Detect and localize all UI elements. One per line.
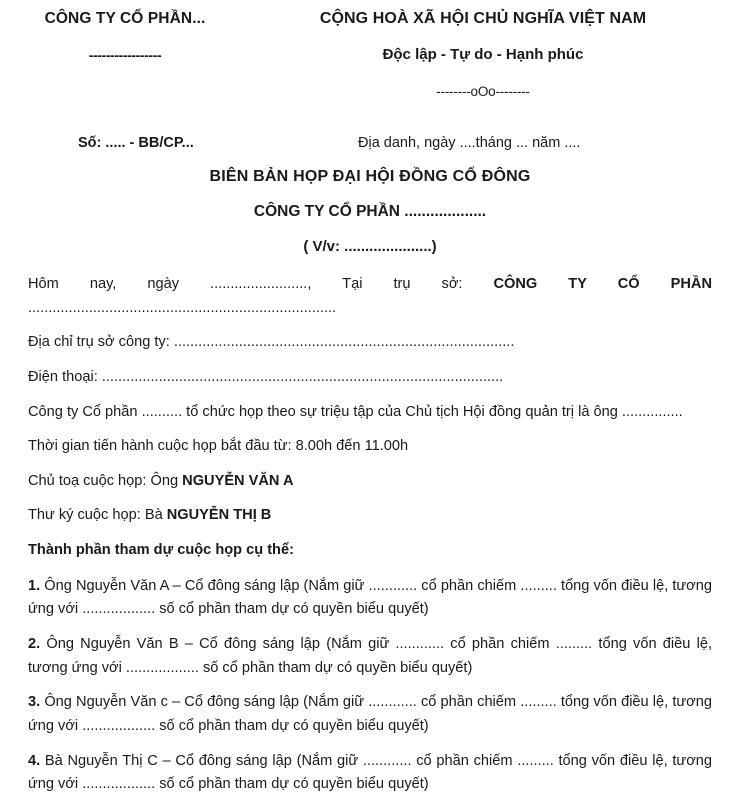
- national-title: CỘNG HOÀ XÃ HỘI CHỦ NGHĨA VIỆT NAM: [319, 10, 647, 27]
- paragraph-convene: Công ty Cổ phần .......... tổ chức họp theo sự triệu tập của Chủ tịch Hội đồng quản trị là ông ...............: [28, 403, 683, 420]
- ooo-separator: --------oOo--------: [436, 84, 530, 99]
- attendee-item: [28, 575, 712, 622]
- document-body: [0, 273, 740, 797]
- document-subtitle-company: CÔNG TY CỔ PHẦN ...................: [253, 203, 487, 220]
- document-title-block: [0, 168, 740, 255]
- paragraph-chairperson: [28, 470, 712, 494]
- document-subject-line: ( V/v: .....................): [303, 238, 437, 255]
- attendee-item: [28, 633, 712, 680]
- national-motto: Độc lập - Tự do - Hạnh phúc: [382, 46, 584, 63]
- header-right-block: [250, 10, 740, 99]
- attendee-item: [28, 750, 712, 797]
- attendee-number: 4.: [28, 752, 41, 769]
- today-prefix-text: Hôm nay, ngày ........................, Tại trụ sở:: [28, 276, 494, 292]
- today-suffix-dots: ............................................................................: [28, 299, 337, 316]
- company-name-underline: -----------------: [88, 47, 162, 63]
- header-left-block: [0, 10, 250, 63]
- paragraph-meeting-time: Thời gian tiến hành cuộc họp bắt đầu từ: 8.00h đến 11.00h: [28, 438, 409, 455]
- attendee-text: Bà Nguyễn Thị C – Cổ đông sáng lập (Nắm giữ ............ cổ phần chiếm ......... tổng vốn điều lệ, tương ứng với .................. số cổ phần tham dự có quyền biểu quyết): [28, 752, 712, 793]
- document-title: BIÊN BẢN HỌP ĐẠI HỘI ĐỒNG CỔ ĐÔNG: [209, 168, 531, 185]
- attendees-heading: Thành phần tham dự cuộc họp cụ thể:: [28, 542, 294, 559]
- secretary-prefix: Thư ký cuộc họp: Bà: [28, 507, 167, 524]
- secretary-name: NGUYỄN THỊ B: [166, 507, 272, 524]
- paragraph-address: Địa chỉ trụ sở công ty: ....................................................................................: [28, 334, 515, 351]
- document-meta-row: [0, 135, 740, 151]
- chairperson-prefix: Chủ toạ cuộc họp: Ông: [28, 472, 183, 489]
- place-and-date: Địa danh, ngày ....tháng ... năm ....: [358, 135, 581, 151]
- attendee-number: 2.: [28, 636, 41, 653]
- chairperson-name: NGUYỄN VĂN A: [182, 472, 294, 489]
- paragraph-today: [28, 273, 712, 320]
- attendee-text: Ông Nguyễn Văn c – Cổ đông sáng lập (Nắm giữ ............ cổ phần chiếm ......... tổng vốn điều lệ, tương ứng với .................. số cổ phần tham dự có quyền biểu quyết): [28, 694, 712, 734]
- attendee-text: Ông Nguyễn Văn A – Cổ đông sáng lập (Nắm giữ ............ cổ phần chiếm ......... tổng vốn điều lệ, tương ứng với .................. số cổ phần tham dự có quyền biểu quyết): [28, 577, 712, 618]
- paragraph-phone: Điện thoại: ...................................................................................................: [28, 368, 504, 385]
- document-number: Số: ..... - BB/CP...: [78, 135, 194, 151]
- document-header: [0, 0, 740, 99]
- attendee-text: Ông Nguyễn Văn B – Cổ đông sáng lập (Nắm giữ ............ cổ phần chiếm ......... tổng vốn điều lệ, tương ứng với .................. số cổ phần tham dự có quyền biểu quyết): [28, 636, 712, 676]
- today-company-bold: CÔNG TY CỔ PHẦN: [493, 276, 712, 292]
- company-name-label: CÔNG TY CỔ PHẦN...: [44, 10, 206, 27]
- paragraph-secretary: [28, 504, 712, 528]
- attendee-item: [28, 691, 712, 738]
- attendee-number: 3.: [28, 694, 41, 711]
- attendee-number: 1.: [28, 577, 41, 594]
